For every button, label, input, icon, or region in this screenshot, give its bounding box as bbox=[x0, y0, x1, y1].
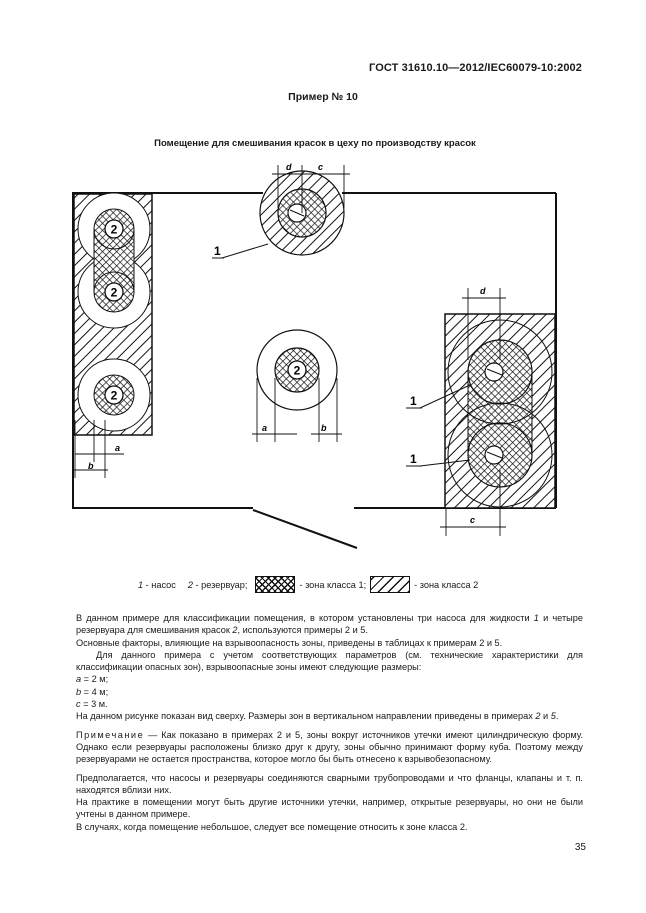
dim-a-label: a bbox=[115, 443, 121, 453]
paragraph-top-view bbox=[76, 710, 583, 722]
paragraph-factors: Основные факторы, влияющие на взрывоопасность зоны, приведены в таблицах к примерам 2 и 5. bbox=[76, 637, 503, 648]
val-a: = 2 м; bbox=[81, 674, 109, 685]
page-number: 35 bbox=[574, 842, 586, 853]
value-c bbox=[76, 698, 583, 710]
dim-d-label: d bbox=[480, 286, 486, 296]
top-view-part-3: . bbox=[555, 711, 559, 722]
dim-c-label: c bbox=[470, 515, 476, 525]
pump-leader-label: 1 bbox=[410, 452, 417, 466]
value-b bbox=[76, 686, 583, 698]
pump-ref: 1 bbox=[533, 613, 539, 623]
tank-label: 2 bbox=[110, 222, 118, 237]
paragraph-small-room: В случаях, когда помещение небольшое, следует все помещение относить к зоне класса 2. bbox=[76, 821, 468, 832]
intro-part-2: и четыре резервуара для смешивания красок bbox=[76, 613, 584, 636]
tank-label: 2 bbox=[293, 363, 301, 378]
document-standard-header: ГОСТ 31610.10—2012/IEC60079-10:2002 bbox=[369, 62, 582, 74]
left-tank-group bbox=[74, 193, 152, 435]
var-a: a bbox=[76, 674, 82, 685]
legend bbox=[138, 576, 478, 593]
note-text: — Как показано в примерах 2 и 5, зоны вокруг источников утечки имеют цилиндрическую форму. Однако если резервуары расположены близко друг к другу, зоны обычно принимают форму куба. Поэтому между резервуарами не остается пространства, которое могло бы быть отнесено к взрывобезопасному. bbox=[76, 729, 583, 765]
top-view-part-1: На данном рисунке показан вид сверху. Размеры зон в вертикальном направлении приведены в примерах bbox=[76, 711, 536, 722]
legend-pump-text: - насос bbox=[143, 579, 176, 590]
zone-class-2-swatch bbox=[370, 576, 410, 593]
zone-class-1-swatch bbox=[255, 576, 295, 593]
paragraph-other-sources: На практике в помещении могут быть другие источники утечки, например, открытые резервуары, но они не были учтены в данном примере. bbox=[76, 797, 583, 820]
legend-zone-1-text: - зона класса 1; bbox=[299, 579, 367, 590]
legend-tank-number: 2 bbox=[187, 579, 193, 590]
tank-ref: 2 bbox=[232, 625, 238, 636]
paragraph-intro bbox=[76, 612, 583, 637]
figure-title: Помещение для смешивания красок в цеху по производству красок bbox=[154, 138, 476, 149]
paragraph-dimensions: Для данного примера с учетом соответствующих параметров (см. технические характеристики для классификации опасных зон), взрывоопасные зоны имеют следующие размеры: bbox=[76, 649, 583, 673]
intro-part-1: В данном примере для классификации помещения, в котором установлены три насоса для жидкости bbox=[76, 613, 534, 623]
dim-d-label: d bbox=[286, 162, 292, 172]
example-ref-2: 2 bbox=[535, 711, 541, 722]
center-tank bbox=[257, 330, 337, 410]
tank-label: 2 bbox=[110, 388, 118, 403]
legend-zone-2-text: - зона класса 2 bbox=[414, 579, 479, 590]
dim-a-label: a bbox=[262, 423, 268, 433]
pump-leader-label: 1 bbox=[214, 244, 221, 258]
pump-leader-label: 1 bbox=[410, 394, 417, 408]
example-ref-5: 5 bbox=[550, 711, 556, 722]
paragraph-note bbox=[76, 729, 583, 766]
dim-c-label: c bbox=[318, 162, 324, 172]
paragraph-connections: Предполагается, что насосы и резервуары соединяются сварными трубопроводами и что фланцы, клапаны и т. п. находятся вблизи них. bbox=[76, 772, 583, 795]
var-c: c bbox=[76, 699, 81, 710]
var-b: b bbox=[76, 686, 82, 697]
dim-b-label: b bbox=[321, 423, 327, 433]
val-c: = 3 м. bbox=[80, 699, 108, 710]
val-b: = 4 м; bbox=[81, 686, 109, 697]
example-title: Пример № 10 bbox=[288, 91, 358, 103]
top-view-part-2: и bbox=[540, 711, 551, 722]
legend-tank-text: - резервуар; bbox=[193, 579, 248, 590]
body-text bbox=[76, 612, 583, 833]
note-label: Примечание bbox=[76, 729, 145, 740]
dim-b-label: b bbox=[88, 461, 94, 471]
intro-part-3: , используются примеры 2 и 5. bbox=[237, 625, 368, 636]
tank-label: 2 bbox=[110, 285, 118, 300]
value-a bbox=[76, 673, 583, 685]
legend-pump-number: 1 bbox=[138, 579, 144, 590]
